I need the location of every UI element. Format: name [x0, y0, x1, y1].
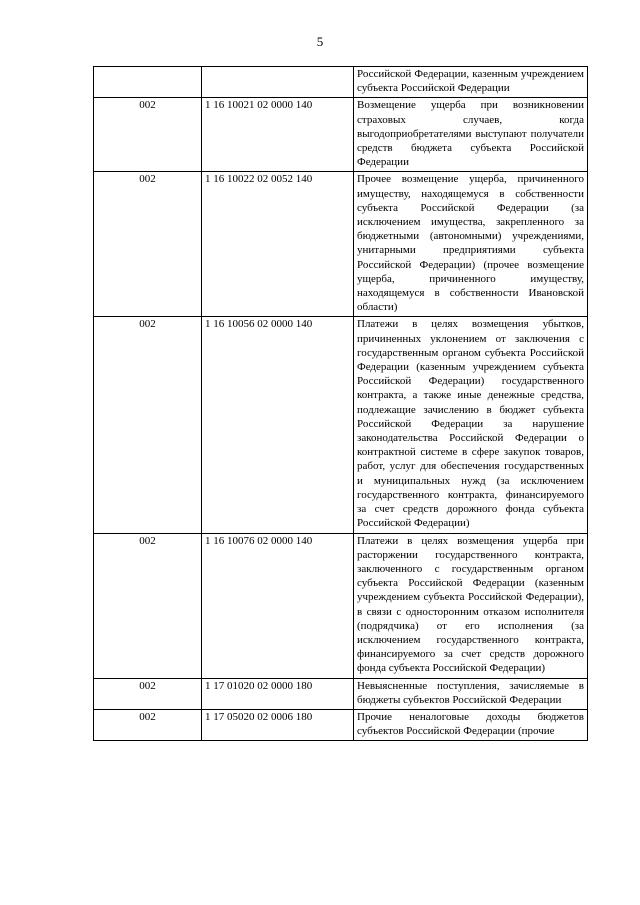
income-name-cell: Возмещение ущерба при возникновении страховых случаев, когда выгодоприобретателями выступают получатели средств бюджета субъекта Российской Федерации: [354, 98, 588, 172]
table-row: [94, 533, 588, 678]
table-body: [94, 67, 588, 741]
page-number: 5: [316, 34, 324, 49]
income-name-cell: Платежи в целях возмещения убытков, причиненных уклонением от заключения с государственным органом субъекта Российской Федерации (казенным учреждением субъекта Российской Федерации) государственного контракта, а также иные денежные средства, подлежащие зачислению в бюджет субъекта Российской Федерации за нарушение законодательства Российской Федерации о контрактной системе в сфере закупок товаров, работ, услуг для обеспечения государственных и муниципальных нужд (за исключением государственного контракта, финансируемого за счет средств дорожного фонда субъекта Российской Федерации): [354, 317, 588, 533]
income-code-cell: 1 16 10076 02 0000 140: [202, 533, 354, 678]
admin-code-cell: 002: [94, 533, 202, 678]
table-row: [94, 709, 588, 740]
income-name-cell: Платежи в целях возмещения ущерба при расторжении государственного контракта, заключенного с государственным органом субъекта Российской Федерации (казенным учреждением субъекта Российской Федерации), в связи с односторонним отказом исполнителя (подрядчика) от его исполнения (за исключением государственного контракта, финансируемого за счет средств дорожного фонда субъекта Российской Федерации): [354, 533, 588, 678]
income-code-cell: 1 16 10022 02 0052 140: [202, 172, 354, 317]
income-code-cell: 1 17 05020 02 0006 180: [202, 709, 354, 740]
admin-code-cell: 002: [94, 317, 202, 533]
income-codes-table: [93, 66, 588, 741]
income-code-cell: [202, 67, 354, 98]
admin-code-cell: 002: [94, 172, 202, 317]
income-code-cell: 1 17 01020 02 0000 180: [202, 678, 354, 709]
income-name-cell: Невыясненные поступления, зачисляемые в бюджеты субъектов Российской Федерации: [354, 678, 588, 709]
admin-code-cell: 002: [94, 678, 202, 709]
admin-code-cell: [94, 67, 202, 98]
income-name-cell: Прочие неналоговые доходы бюджетов субъектов Российской Федерации (прочие: [354, 709, 588, 740]
income-name-cell: Прочее возмещение ущерба, причиненного имуществу, находящемуся в собственности субъекта Российской Федерации (за исключением имущества, закрепленного за бюджетными (автономными) учреждениями, унитарными предприятиями субъекта Российской Федерации) (прочее возмещение ущерба, причиненного имуществу, находящемуся в собственности Ивановской области): [354, 172, 588, 317]
table-row: [94, 172, 588, 317]
table-row: [94, 317, 588, 533]
income-code-cell: 1 16 10056 02 0000 140: [202, 317, 354, 533]
admin-code-cell: 002: [94, 709, 202, 740]
income-name-cell: Российской Федерации, казенным учреждением субъекта Российской Федерации: [354, 67, 588, 98]
table-row: [94, 98, 588, 172]
table-row: [94, 67, 588, 98]
table-row: [94, 678, 588, 709]
income-code-cell: 1 16 10021 02 0000 140: [202, 98, 354, 172]
admin-code-cell: 002: [94, 98, 202, 172]
